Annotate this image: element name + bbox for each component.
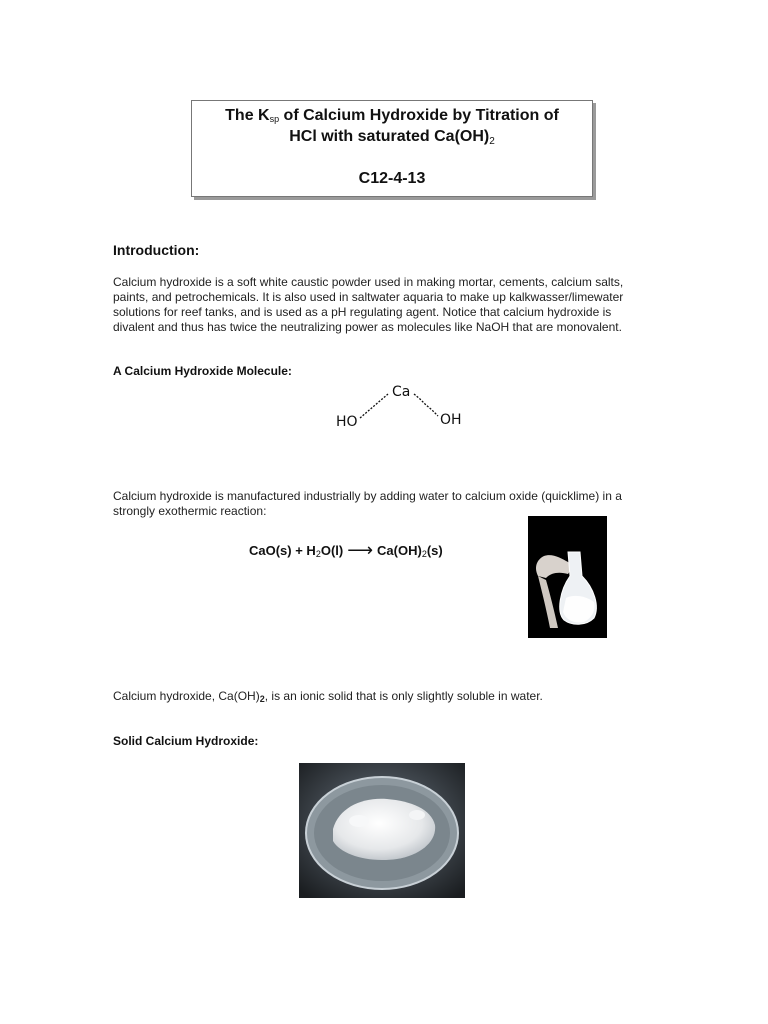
title-text-line2: HCl with saturated Ca(OH) — [289, 128, 490, 145]
title-subscript-sp: sp — [269, 114, 280, 124]
title-box — [191, 100, 593, 197]
atom-ho: HO — [336, 414, 358, 430]
sentence-text-cont: , is an ionic solid that is only slightly soluble in water. — [264, 689, 543, 703]
molecule-label: A Calcium Hydroxide Molecule: — [113, 364, 292, 378]
solubility-sentence — [113, 689, 543, 707]
bond-left — [360, 394, 388, 418]
equation-product-cont: (s) — [426, 543, 443, 558]
title-line-2 — [192, 128, 592, 147]
paragraph-line: divalent and thus has twice the neutralizing power as molecules like NaOH that are monovalent. — [113, 320, 622, 334]
manufacture-paragraph — [113, 489, 673, 519]
paragraph-line: paints, and petrochemicals. It is also used in saltwater aquaria to make up kalkwasser/limewater — [113, 290, 624, 304]
powder-pile — [333, 799, 435, 860]
title-text: The K — [225, 107, 270, 124]
flask-photo — [528, 516, 607, 638]
powder-clump — [349, 815, 369, 827]
reaction-arrow-icon: ⟶ — [347, 540, 374, 560]
title-subscript-2: 2 — [489, 136, 495, 147]
paragraph-line: Calcium hydroxide is manufactured industrially by adding water to calcium oxide (quicklime) in a — [113, 489, 622, 503]
title-text-cont: of Calcium Hydroxide by Titration of — [279, 107, 559, 124]
sentence-subscript: 2 — [259, 694, 265, 704]
solid-label: Solid Calcium Hydroxide: — [113, 734, 259, 748]
powder-clump — [409, 810, 425, 820]
paragraph-line: solutions for reef tanks, and is used as a pH regulating agent. Notice that calcium hydroxide is — [113, 305, 612, 319]
equation-subscript: 2 — [315, 549, 321, 559]
atom-oh: OH — [440, 412, 462, 428]
equation-reactants: CaO(s) + H — [249, 543, 316, 558]
bond-right — [414, 394, 438, 416]
introduction-heading: Introduction: — [113, 242, 200, 258]
introduction-paragraph — [113, 275, 673, 335]
equation-reactants-cont: O(l) — [320, 543, 344, 558]
petri-dish-photo — [299, 763, 465, 898]
equation-subscript: 2 — [421, 549, 427, 559]
equation-product: Ca(OH) — [377, 543, 422, 558]
title-line-1 — [192, 107, 592, 125]
reaction-equation — [249, 540, 443, 561]
document-code: C12-4-13 — [358, 170, 426, 187]
paragraph-line: strongly exothermic reaction: — [113, 504, 267, 518]
atom-ca: Ca — [392, 384, 411, 400]
paragraph-line: Calcium hydroxide is a soft white caustic powder used in making mortar, cements, calcium salts, — [113, 275, 624, 289]
calcium-hydroxide-molecule-diagram — [330, 372, 475, 432]
sentence-text: Calcium hydroxide, Ca(OH) — [113, 689, 260, 703]
